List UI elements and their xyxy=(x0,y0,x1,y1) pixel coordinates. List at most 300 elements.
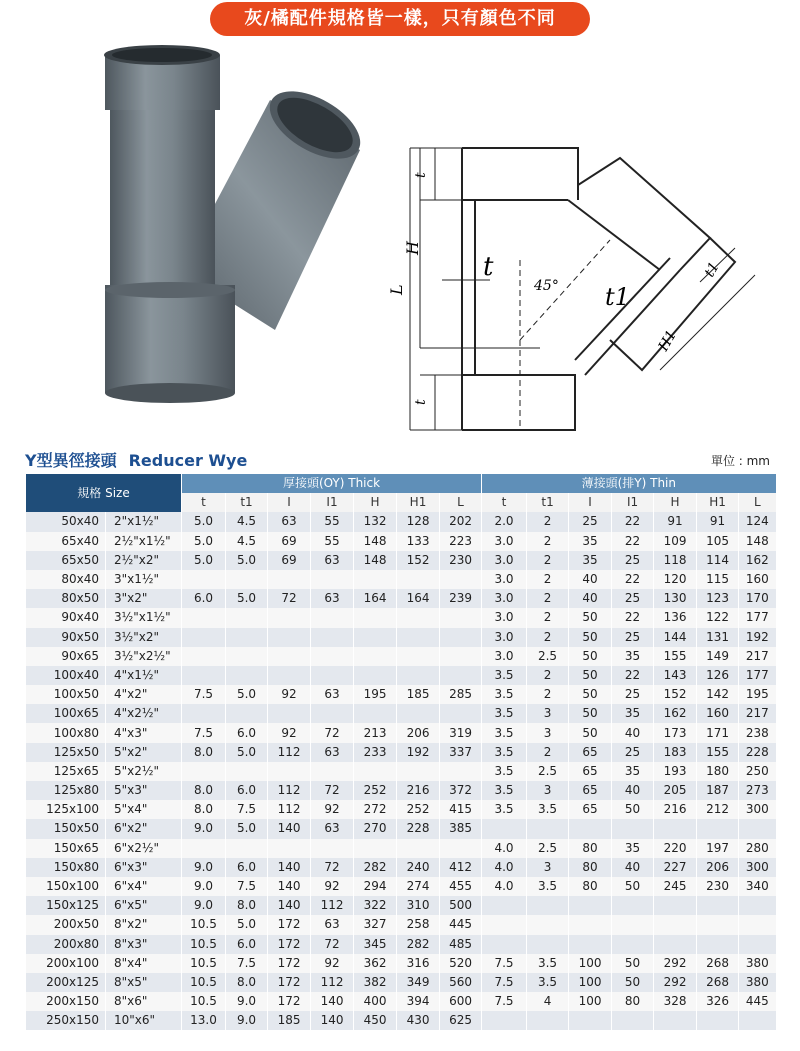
size-inch-cell: 6"x2" xyxy=(106,819,182,838)
thin-cell: 3.5 xyxy=(482,666,527,685)
thick-cell: 216 xyxy=(397,781,440,800)
thin-cell: 250 xyxy=(739,762,776,781)
thick-cell: 9.0 xyxy=(226,1011,268,1030)
reducer-wye-photo xyxy=(60,40,380,430)
thick-cell xyxy=(354,628,397,647)
thick-cell xyxy=(354,762,397,781)
thick-cell: 450 xyxy=(354,1011,397,1030)
size-mm-cell: 150x125 xyxy=(26,896,106,915)
thick-cell: 140 xyxy=(311,992,354,1011)
thick-cell xyxy=(182,647,226,666)
thick-cell: 5.0 xyxy=(182,532,226,551)
thick-cell: 10.5 xyxy=(182,973,226,992)
table-row xyxy=(26,800,776,819)
size-mm-cell: 90x65 xyxy=(26,647,106,666)
thin-cell: 100 xyxy=(569,973,612,992)
thin-cell: 155 xyxy=(654,647,697,666)
thin-cell: 50 xyxy=(569,704,612,723)
thick-cell: 600 xyxy=(440,992,482,1011)
thin-cell: 65 xyxy=(569,762,612,781)
thick-cell: 9.0 xyxy=(182,858,226,877)
table-row xyxy=(26,935,776,954)
thin-cell: 2.0 xyxy=(482,512,527,531)
size-inch-cell: 4"x2½" xyxy=(106,704,182,723)
thin-cell: 35 xyxy=(612,647,654,666)
thin-cell: 2.5 xyxy=(527,839,569,858)
thin-cell: 193 xyxy=(654,762,697,781)
size-mm-cell: 50x40 xyxy=(26,512,106,531)
thin-cell xyxy=(612,915,654,934)
thick-cell xyxy=(226,666,268,685)
thin-cell: 50 xyxy=(569,608,612,627)
thin-cell: 65 xyxy=(569,781,612,800)
thick-cell: 92 xyxy=(268,685,311,704)
thin-cell: 3.0 xyxy=(482,570,527,589)
size-inch-cell: 5"x3" xyxy=(106,781,182,800)
thick-cell: 10.5 xyxy=(182,992,226,1011)
thick-cell: 69 xyxy=(268,551,311,570)
thick-cell: 520 xyxy=(440,954,482,973)
thin-cell: 7.5 xyxy=(482,954,527,973)
thick-cell: 6.0 xyxy=(182,589,226,608)
thin-subheader-2: I xyxy=(569,493,612,512)
thick-cell xyxy=(397,608,440,627)
label-h: H xyxy=(403,241,422,255)
thin-cell: 3.0 xyxy=(482,532,527,551)
thick-cell: 349 xyxy=(397,973,440,992)
thick-cell xyxy=(182,762,226,781)
label-t-top: t xyxy=(413,172,429,178)
thick-cell xyxy=(397,666,440,685)
thin-cell: 40 xyxy=(569,589,612,608)
thick-cell: 228 xyxy=(397,819,440,838)
size-inch-cell: 5"x2½" xyxy=(106,762,182,781)
table-row xyxy=(26,858,776,877)
thin-cell: 50 xyxy=(612,973,654,992)
thin-cell: 380 xyxy=(739,954,776,973)
thin-subheader-6: L xyxy=(739,493,776,512)
thick-cell: 112 xyxy=(268,800,311,819)
size-mm-cell: 200x80 xyxy=(26,935,106,954)
thick-cell xyxy=(440,570,482,589)
thick-cell: 4.5 xyxy=(226,512,268,531)
thin-cell xyxy=(482,1011,527,1030)
thin-cell: 3.0 xyxy=(482,589,527,608)
thin-cell: 80 xyxy=(569,858,612,877)
thin-cell xyxy=(654,819,697,838)
product-title-row xyxy=(25,448,775,472)
size-inch-cell: 8"x3" xyxy=(106,935,182,954)
thin-cell: 4.0 xyxy=(482,877,527,896)
thick-cell xyxy=(354,570,397,589)
size-mm-cell: 80x50 xyxy=(26,589,106,608)
label-l: L xyxy=(387,284,406,295)
thin-cell: 217 xyxy=(739,704,776,723)
thick-cell: 285 xyxy=(440,685,482,704)
thin-cell: 187 xyxy=(697,781,739,800)
thick-cell: 172 xyxy=(268,915,311,934)
table-row xyxy=(26,819,776,838)
thick-cell xyxy=(397,628,440,647)
thick-cell: 92 xyxy=(268,723,311,742)
thick-cell: 172 xyxy=(268,935,311,954)
thin-cell: 65 xyxy=(569,743,612,762)
thick-cell: 72 xyxy=(311,935,354,954)
size-mm-cell: 100x80 xyxy=(26,723,106,742)
thick-cell: 385 xyxy=(440,819,482,838)
thin-cell: 173 xyxy=(654,723,697,742)
size-mm-cell: 200x50 xyxy=(26,915,106,934)
thick-cell: 252 xyxy=(397,800,440,819)
thin-cell: 326 xyxy=(697,992,739,1011)
thin-cell: 180 xyxy=(697,762,739,781)
thick-cell: 8.0 xyxy=(182,743,226,762)
thin-cell: 40 xyxy=(612,723,654,742)
thin-cell xyxy=(697,915,739,934)
thick-cell: 13.0 xyxy=(182,1011,226,1030)
table-row xyxy=(26,512,776,531)
thin-cell: 216 xyxy=(654,800,697,819)
thick-cell xyxy=(354,647,397,666)
thin-subheader-4: H xyxy=(654,493,697,512)
thin-cell: 3 xyxy=(527,781,569,800)
thin-cell: 115 xyxy=(697,570,739,589)
thin-cell: 50 xyxy=(612,954,654,973)
thick-cell: 92 xyxy=(311,954,354,973)
thick-cell xyxy=(268,666,311,685)
size-inch-cell: 8"x4" xyxy=(106,954,182,973)
size-mm-cell: 200x100 xyxy=(26,954,106,973)
size-inch-cell: 5"x4" xyxy=(106,800,182,819)
thin-cell: 3.5 xyxy=(527,973,569,992)
thick-cell xyxy=(182,608,226,627)
size-mm-cell: 150x65 xyxy=(26,839,106,858)
size-inch-cell: 6"x4" xyxy=(106,877,182,896)
thick-subheader-3: I1 xyxy=(311,493,354,512)
thin-cell: 35 xyxy=(612,762,654,781)
thick-cell: 400 xyxy=(354,992,397,1011)
thick-cell: 69 xyxy=(268,532,311,551)
thin-cell: 124 xyxy=(739,512,776,531)
thin-cell: 149 xyxy=(697,647,739,666)
thick-cell xyxy=(440,628,482,647)
thin-cell: 131 xyxy=(697,628,739,647)
thick-cell xyxy=(440,839,482,858)
thick-cell: 140 xyxy=(268,896,311,915)
thin-cell: 35 xyxy=(569,551,612,570)
thick-cell: 258 xyxy=(397,915,440,934)
thin-cell: 4.0 xyxy=(482,839,527,858)
size-inch-cell: 8"x2" xyxy=(106,915,182,934)
thin-cell: 195 xyxy=(739,685,776,704)
thin-cell: 4.0 xyxy=(482,858,527,877)
thick-cell: 239 xyxy=(440,589,482,608)
thick-cell: 185 xyxy=(268,1011,311,1030)
thin-cell: 3.5 xyxy=(482,685,527,704)
thin-cell: 142 xyxy=(697,685,739,704)
thin-cell: 2 xyxy=(527,743,569,762)
thin-cell xyxy=(739,819,776,838)
size-inch-cell: 8"x6" xyxy=(106,992,182,1011)
size-inch-cell: 6"x5" xyxy=(106,896,182,915)
thin-cell: 212 xyxy=(697,800,739,819)
size-mm-cell: 100x50 xyxy=(26,685,106,704)
thick-subheader-6: L xyxy=(440,493,482,512)
thick-cell: 252 xyxy=(354,781,397,800)
thin-cell: 136 xyxy=(654,608,697,627)
thick-cell xyxy=(311,704,354,723)
thin-cell xyxy=(482,896,527,915)
thin-cell: 162 xyxy=(654,704,697,723)
thick-cell: 6.0 xyxy=(226,781,268,800)
thick-cell: 560 xyxy=(440,973,482,992)
thick-cell xyxy=(268,647,311,666)
thick-cell xyxy=(311,628,354,647)
thick-cell xyxy=(311,647,354,666)
thin-cell xyxy=(697,1011,739,1030)
thin-cell: 380 xyxy=(739,973,776,992)
size-inch-cell: 4"x1½" xyxy=(106,666,182,685)
thick-header: 厚接頭(OY) Thick xyxy=(182,474,482,493)
thin-cell xyxy=(569,819,612,838)
thick-cell: 140 xyxy=(311,1011,354,1030)
thin-cell: 91 xyxy=(697,512,739,531)
thick-cell xyxy=(311,762,354,781)
thick-cell: 500 xyxy=(440,896,482,915)
thick-cell xyxy=(311,570,354,589)
thin-cell xyxy=(654,896,697,915)
table-row xyxy=(26,762,776,781)
thin-cell: 162 xyxy=(739,551,776,570)
thick-cell xyxy=(440,608,482,627)
thick-cell xyxy=(268,704,311,723)
thin-cell: 268 xyxy=(697,954,739,973)
thick-cell: 140 xyxy=(268,877,311,896)
thick-cell xyxy=(226,762,268,781)
thin-cell: 170 xyxy=(739,589,776,608)
thin-cell xyxy=(482,935,527,954)
thick-cell: 148 xyxy=(354,551,397,570)
thick-cell: 394 xyxy=(397,992,440,1011)
thin-cell: 50 xyxy=(569,666,612,685)
thin-cell: 217 xyxy=(739,647,776,666)
thick-cell xyxy=(182,628,226,647)
thin-cell: 109 xyxy=(654,532,697,551)
table-row xyxy=(26,1011,776,1030)
thin-cell: 25 xyxy=(612,589,654,608)
thin-cell: 143 xyxy=(654,666,697,685)
thin-cell: 144 xyxy=(654,628,697,647)
thick-cell: 5.0 xyxy=(226,915,268,934)
thick-cell: 55 xyxy=(311,512,354,531)
table-row xyxy=(26,666,776,685)
thick-cell: 345 xyxy=(354,935,397,954)
size-mm-cell: 200x150 xyxy=(26,992,106,1011)
size-mm-cell: 90x40 xyxy=(26,608,106,627)
size-inch-cell: 3"x2" xyxy=(106,589,182,608)
label-angle: 45° xyxy=(534,278,559,294)
thin-cell xyxy=(739,1011,776,1030)
thin-cell: 328 xyxy=(654,992,697,1011)
thick-cell: 223 xyxy=(440,532,482,551)
thin-cell: 3.5 xyxy=(527,877,569,896)
thin-cell: 300 xyxy=(739,800,776,819)
size-inch-cell: 4"x2" xyxy=(106,685,182,704)
thin-cell xyxy=(612,1011,654,1030)
thick-cell: 9.0 xyxy=(182,819,226,838)
size-inch-cell: 3½"x2" xyxy=(106,628,182,647)
thick-cell: 63 xyxy=(311,819,354,838)
thin-cell: 171 xyxy=(697,723,739,742)
thick-cell: 233 xyxy=(354,743,397,762)
thick-cell xyxy=(397,704,440,723)
label-t-bottom: t xyxy=(413,399,429,405)
thin-cell xyxy=(569,896,612,915)
thin-cell: 80 xyxy=(569,839,612,858)
thick-cell: 294 xyxy=(354,877,397,896)
thin-cell: 3.0 xyxy=(482,551,527,570)
thin-cell: 122 xyxy=(697,608,739,627)
thick-cell xyxy=(268,839,311,858)
thick-cell: 485 xyxy=(440,935,482,954)
thick-cell xyxy=(226,628,268,647)
thick-cell: 63 xyxy=(311,743,354,762)
thin-cell: 238 xyxy=(739,723,776,742)
size-inch-cell: 6"x3" xyxy=(106,858,182,877)
thin-cell: 220 xyxy=(654,839,697,858)
thick-cell: 172 xyxy=(268,992,311,1011)
thin-cell: 2 xyxy=(527,589,569,608)
size-mm-cell: 150x80 xyxy=(26,858,106,877)
thick-cell xyxy=(354,704,397,723)
thin-cell: 3.5 xyxy=(482,762,527,781)
thin-cell: 100 xyxy=(569,992,612,1011)
thin-cell: 2 xyxy=(527,608,569,627)
thick-cell: 132 xyxy=(354,512,397,531)
label-t: t xyxy=(483,252,494,282)
table-row xyxy=(26,973,776,992)
spec-table xyxy=(25,474,776,1030)
thick-cell: 282 xyxy=(354,858,397,877)
thick-cell xyxy=(397,570,440,589)
thin-cell: 25 xyxy=(612,551,654,570)
table-row xyxy=(26,743,776,762)
thick-cell: 72 xyxy=(311,723,354,742)
thick-cell: 5.0 xyxy=(182,512,226,531)
thin-cell: 230 xyxy=(697,877,739,896)
thin-cell: 206 xyxy=(697,858,739,877)
thick-cell: 382 xyxy=(354,973,397,992)
size-mm-cell: 150x50 xyxy=(26,819,106,838)
thin-cell: 292 xyxy=(654,973,697,992)
size-inch-cell: 5"x2" xyxy=(106,743,182,762)
thin-cell: 3 xyxy=(527,858,569,877)
thin-cell: 40 xyxy=(612,858,654,877)
thick-cell xyxy=(182,570,226,589)
thin-cell: 148 xyxy=(739,532,776,551)
thin-cell: 22 xyxy=(612,570,654,589)
notice-banner: 灰/橘配件規格皆一樣，只有顏色不同 xyxy=(210,2,590,36)
thick-cell: 8.0 xyxy=(226,973,268,992)
thick-cell xyxy=(397,647,440,666)
thick-cell: 112 xyxy=(268,743,311,762)
thick-cell: 5.0 xyxy=(226,589,268,608)
thin-cell xyxy=(654,1011,697,1030)
thick-cell: 172 xyxy=(268,954,311,973)
size-mm-cell: 125x80 xyxy=(26,781,106,800)
thin-cell: 205 xyxy=(654,781,697,800)
table-row xyxy=(26,915,776,934)
thick-subheader-5: H1 xyxy=(397,493,440,512)
thick-cell: 92 xyxy=(311,800,354,819)
thick-cell xyxy=(226,704,268,723)
thin-cell: 50 xyxy=(569,723,612,742)
table-row xyxy=(26,781,776,800)
thick-cell: 140 xyxy=(268,819,311,838)
thick-cell xyxy=(182,839,226,858)
thick-cell xyxy=(182,666,226,685)
thin-cell: 3.5 xyxy=(482,704,527,723)
thin-cell: 22 xyxy=(612,512,654,531)
thin-cell: 183 xyxy=(654,743,697,762)
size-inch-cell: 8"x5" xyxy=(106,973,182,992)
thin-cell: 3 xyxy=(527,704,569,723)
thick-cell: 10.5 xyxy=(182,935,226,954)
thick-cell: 415 xyxy=(440,800,482,819)
size-inch-cell: 4"x3" xyxy=(106,723,182,742)
thin-cell: 3.5 xyxy=(482,781,527,800)
thin-cell: 2 xyxy=(527,685,569,704)
thin-cell xyxy=(527,819,569,838)
thick-cell xyxy=(440,666,482,685)
thick-cell xyxy=(268,608,311,627)
thin-cell: 50 xyxy=(569,647,612,666)
thick-cell: 310 xyxy=(397,896,440,915)
thick-cell xyxy=(226,839,268,858)
thick-cell: 63 xyxy=(311,915,354,934)
thick-cell: 72 xyxy=(311,781,354,800)
thin-cell: 35 xyxy=(612,704,654,723)
thin-cell: 130 xyxy=(654,589,697,608)
thick-cell xyxy=(440,762,482,781)
thin-subheader-5: H1 xyxy=(697,493,739,512)
thin-cell: 152 xyxy=(654,685,697,704)
table-row xyxy=(26,589,776,608)
thick-subheader-1: t1 xyxy=(226,493,268,512)
thin-cell: 340 xyxy=(739,877,776,896)
thin-cell: 7.5 xyxy=(482,973,527,992)
thin-cell: 105 xyxy=(697,532,739,551)
table-row xyxy=(26,532,776,551)
thick-cell: 455 xyxy=(440,877,482,896)
thick-cell: 6.0 xyxy=(226,858,268,877)
thick-cell xyxy=(354,666,397,685)
thin-cell: 65 xyxy=(569,800,612,819)
thin-cell: 50 xyxy=(612,800,654,819)
thick-cell xyxy=(268,570,311,589)
thin-cell xyxy=(527,935,569,954)
thin-cell: 160 xyxy=(697,704,739,723)
thin-cell xyxy=(612,819,654,838)
thin-cell: 292 xyxy=(654,954,697,973)
thin-cell xyxy=(569,915,612,934)
thin-cell: 2 xyxy=(527,551,569,570)
thin-cell: 3.5 xyxy=(527,954,569,973)
thin-cell: 25 xyxy=(612,685,654,704)
thick-cell: 195 xyxy=(354,685,397,704)
thin-cell: 2 xyxy=(527,666,569,685)
label-t1: t1 xyxy=(605,283,630,311)
